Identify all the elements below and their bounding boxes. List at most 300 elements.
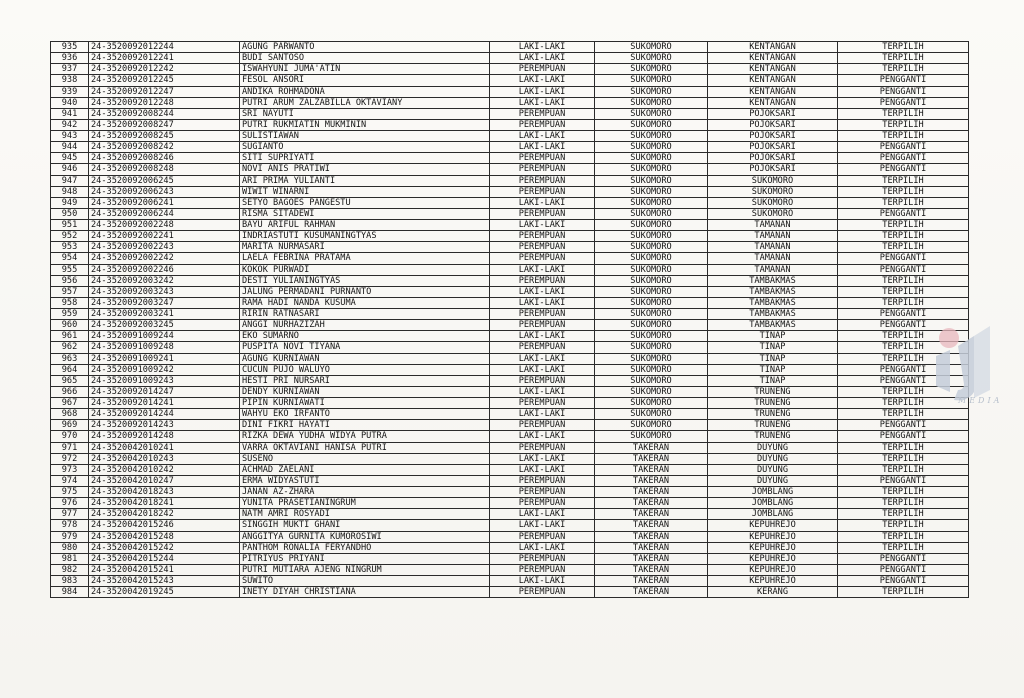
gender: PEREMPUAN [490, 186, 595, 197]
gender: LAKI-LAKI [490, 264, 595, 275]
district: SUKOMORO [595, 286, 708, 297]
candidate-name: DINI FIKRI HAYATI [240, 420, 490, 431]
village: DUYUNG [708, 475, 838, 486]
district: SUKOMORO [595, 186, 708, 197]
district: SUKOMORO [595, 86, 708, 97]
status: TERPILIH [838, 108, 969, 119]
registration-id: 24-3520092006244 [89, 208, 240, 219]
village: POJOKSARI [708, 131, 838, 142]
status: PENGGANTI [838, 86, 969, 97]
status: TERPILIH [838, 64, 969, 75]
candidate-name: NATM AMRI ROSYADI [240, 509, 490, 520]
table-row [51, 564, 969, 575]
district: SUKOMORO [595, 275, 708, 286]
district: SUKOMORO [595, 53, 708, 64]
district: SUKOMORO [595, 253, 708, 264]
district: SUKOMORO [595, 119, 708, 130]
village: TRUNENG [708, 431, 838, 442]
status: TERPILIH [838, 353, 969, 364]
gender: LAKI-LAKI [490, 576, 595, 587]
district: SUKOMORO [595, 353, 708, 364]
candidate-name: BUDI SANTOSO [240, 53, 490, 64]
registration-id: 24-3520092012248 [89, 97, 240, 108]
village: SUKOMORO [708, 186, 838, 197]
village: KERANG [708, 587, 838, 598]
registration-id: 24-3520042018241 [89, 498, 240, 509]
candidate-name: JANAN AZ-ZHARA [240, 487, 490, 498]
status: TERPILIH [838, 409, 969, 420]
row-number: 957 [51, 286, 89, 297]
district: SUKOMORO [595, 342, 708, 353]
village: POJOKSARI [708, 153, 838, 164]
gender: PEREMPUAN [490, 231, 595, 242]
gender: PEREMPUAN [490, 275, 595, 286]
village: POJOKSARI [708, 119, 838, 130]
gender: PEREMPUAN [490, 442, 595, 453]
table-row [51, 197, 969, 208]
village: KEPUHREJO [708, 576, 838, 587]
registration-id: 24-3520092003247 [89, 297, 240, 308]
candidate-name: SRI NAYUTI [240, 108, 490, 119]
row-number: 948 [51, 186, 89, 197]
row-number: 972 [51, 453, 89, 464]
gender: LAKI-LAKI [490, 131, 595, 142]
row-number: 975 [51, 487, 89, 498]
district: TAKERAN [595, 542, 708, 553]
registration-id: 24-3520042015243 [89, 576, 240, 587]
registration-id: 24-3520042018242 [89, 509, 240, 520]
table-row [51, 331, 969, 342]
candidate-name: ARI PRIMA YULIANTI [240, 175, 490, 186]
village: KENTANGAN [708, 64, 838, 75]
gender: LAKI-LAKI [490, 520, 595, 531]
status: TERPILIH [838, 275, 969, 286]
candidate-name: PUTRI ARUM ZALZABILLA OKTAVIANY [240, 97, 490, 108]
registration-id: 24-3520042010241 [89, 442, 240, 453]
status: TERPILIH [838, 542, 969, 553]
registration-id: 24-3520092006241 [89, 197, 240, 208]
district: SUKOMORO [595, 75, 708, 86]
gender: LAKI-LAKI [490, 97, 595, 108]
row-number: 983 [51, 576, 89, 587]
table-row [51, 253, 969, 264]
table-row [51, 542, 969, 553]
district: TAKERAN [595, 475, 708, 486]
candidate-name: RIRIN RATNASARI [240, 309, 490, 320]
status: TERPILIH [838, 197, 969, 208]
status: PENGGANTI [838, 264, 969, 275]
registration-id: 24-3520092008248 [89, 164, 240, 175]
village: TRUNENG [708, 386, 838, 397]
candidate-name: SULISTIAWAN [240, 131, 490, 142]
candidate-name: YUNITA PRASETIANINGRUM [240, 498, 490, 509]
status: TERPILIH [838, 119, 969, 130]
district: SUKOMORO [595, 97, 708, 108]
district: TAKERAN [595, 498, 708, 509]
registration-id: 24-3520092006243 [89, 186, 240, 197]
district: TAKERAN [595, 564, 708, 575]
gender: PEREMPUAN [490, 342, 595, 353]
row-number: 935 [51, 42, 89, 53]
row-number: 960 [51, 320, 89, 331]
gender: PEREMPUAN [490, 320, 595, 331]
candidate-name: WAHYU EKO IRFANTO [240, 409, 490, 420]
district: SUKOMORO [595, 64, 708, 75]
row-number: 965 [51, 375, 89, 386]
gender: PEREMPUAN [490, 164, 595, 175]
registration-id: 24-3520092008244 [89, 108, 240, 119]
candidate-name: ERMA WIDYASTUTI [240, 475, 490, 486]
row-number: 969 [51, 420, 89, 431]
registration-id: 24-3520092003241 [89, 309, 240, 320]
status: TERPILIH [838, 242, 969, 253]
status: TERPILIH [838, 220, 969, 231]
registration-id: 24-3520092008245 [89, 131, 240, 142]
district: SUKOMORO [595, 431, 708, 442]
village: TAMANAN [708, 253, 838, 264]
status: PENGGANTI [838, 164, 969, 175]
district: TAKERAN [595, 531, 708, 542]
candidate-name: PITRIYUS PRIYANI [240, 553, 490, 564]
registration-id: 24-3520092014244 [89, 409, 240, 420]
village: TAMANAN [708, 231, 838, 242]
registration-id: 24-3520042010242 [89, 464, 240, 475]
table-row [51, 153, 969, 164]
district: SUKOMORO [595, 409, 708, 420]
gender: PEREMPUAN [490, 208, 595, 219]
district: SUKOMORO [595, 131, 708, 142]
row-number: 940 [51, 97, 89, 108]
village: TAMBAKMAS [708, 309, 838, 320]
candidate-name: PUSPITA NOVI TIYANA [240, 342, 490, 353]
village: KENTANGAN [708, 86, 838, 97]
district: SUKOMORO [595, 208, 708, 219]
district: SUKOMORO [595, 375, 708, 386]
gender: LAKI-LAKI [490, 353, 595, 364]
village: TAMBAKMAS [708, 286, 838, 297]
registration-id: 24-3520042015248 [89, 531, 240, 542]
status: PENGGANTI [838, 475, 969, 486]
candidate-name: NOVI ANIS PRATIWI [240, 164, 490, 175]
district: SUKOMORO [595, 175, 708, 186]
candidate-name: BAYU ARIFUL RAHMAN [240, 220, 490, 231]
candidate-name: PIPIN KURNIAWATI [240, 398, 490, 409]
candidate-name: RIZKA DEWA YUDHA WIDYA PUTRA [240, 431, 490, 442]
candidate-name: ANGGI NURHAZIZAH [240, 320, 490, 331]
district: SUKOMORO [595, 108, 708, 119]
row-number: 979 [51, 531, 89, 542]
district: TAKERAN [595, 442, 708, 453]
village: TRUNENG [708, 398, 838, 409]
status: TERPILIH [838, 520, 969, 531]
registration-id: 24-3520092014243 [89, 420, 240, 431]
district: SUKOMORO [595, 220, 708, 231]
gender: LAKI-LAKI [490, 542, 595, 553]
gender: LAKI-LAKI [490, 297, 595, 308]
village: TINAP [708, 364, 838, 375]
gender: PEREMPUAN [490, 587, 595, 598]
village: KEPUHREJO [708, 553, 838, 564]
status: PENGGANTI [838, 253, 969, 264]
registration-id: 24-3520042018243 [89, 487, 240, 498]
candidate-name: ISWAHYUNI JUMA'ATIN [240, 64, 490, 75]
village: DUYUNG [708, 453, 838, 464]
gender: LAKI-LAKI [490, 75, 595, 86]
gender: PEREMPUAN [490, 108, 595, 119]
village: TAMBAKMAS [708, 297, 838, 308]
table-row [51, 275, 969, 286]
village: TINAP [708, 375, 838, 386]
registration-id: 24-3520042015246 [89, 520, 240, 531]
registration-id: 24-3520092003243 [89, 286, 240, 297]
table-row [51, 320, 969, 331]
village: TINAP [708, 331, 838, 342]
candidate-name: WIWIT WINARNI [240, 186, 490, 197]
gender: PEREMPUAN [490, 153, 595, 164]
row-number: 977 [51, 509, 89, 520]
table-row [51, 97, 969, 108]
candidate-name: CUCUN PUJO WALUYO [240, 364, 490, 375]
candidate-name: SUSENO [240, 453, 490, 464]
row-number: 961 [51, 331, 89, 342]
table-row [51, 42, 969, 53]
village: TAMANAN [708, 264, 838, 275]
row-number: 981 [51, 553, 89, 564]
registration-id: 24-3520092006245 [89, 175, 240, 186]
village: TAMBAKMAS [708, 320, 838, 331]
gender: PEREMPUAN [490, 253, 595, 264]
status: TERPILIH [838, 42, 969, 53]
registration-id: 24-3520092002248 [89, 220, 240, 231]
gender: PEREMPUAN [490, 175, 595, 186]
village: SUKOMORO [708, 197, 838, 208]
candidate-name: SITI SUPRIYATI [240, 153, 490, 164]
candidate-name: ANDIKA ROHMADONA [240, 86, 490, 97]
status: PENGGANTI [838, 309, 969, 320]
row-number: 944 [51, 142, 89, 153]
status: PENGGANTI [838, 97, 969, 108]
gender: LAKI-LAKI [490, 409, 595, 420]
table-row [51, 498, 969, 509]
table-row [51, 386, 969, 397]
row-number: 963 [51, 353, 89, 364]
village: KENTANGAN [708, 53, 838, 64]
registration-id: 24-3520092012245 [89, 75, 240, 86]
table-row [51, 208, 969, 219]
table-row [51, 364, 969, 375]
district: SUKOMORO [595, 331, 708, 342]
table-row [51, 220, 969, 231]
status: TERPILIH [838, 342, 969, 353]
village: POJOKSARI [708, 108, 838, 119]
gender: LAKI-LAKI [490, 197, 595, 208]
registration-id: 24-3520092002241 [89, 231, 240, 242]
row-number: 967 [51, 398, 89, 409]
village: JOMBLANG [708, 509, 838, 520]
gender: LAKI-LAKI [490, 220, 595, 231]
row-number: 953 [51, 242, 89, 253]
candidate-name: DESTI YULIANINGTYAS [240, 275, 490, 286]
gender: PEREMPUAN [490, 531, 595, 542]
status: TERPILIH [838, 297, 969, 308]
district: SUKOMORO [595, 398, 708, 409]
district: TAKERAN [595, 509, 708, 520]
registration-id: 24-3520092003242 [89, 275, 240, 286]
status: PENGGANTI [838, 576, 969, 587]
village: SUKOMORO [708, 175, 838, 186]
village: POJOKSARI [708, 164, 838, 175]
village: TAMANAN [708, 220, 838, 231]
table-row [51, 242, 969, 253]
row-number: 941 [51, 108, 89, 119]
village: JOMBLANG [708, 487, 838, 498]
row-number: 973 [51, 464, 89, 475]
table-row [51, 353, 969, 364]
table-row [51, 420, 969, 431]
gender: LAKI-LAKI [490, 464, 595, 475]
gender: LAKI-LAKI [490, 142, 595, 153]
table-row [51, 531, 969, 542]
gender: PEREMPUAN [490, 475, 595, 486]
row-number: 950 [51, 208, 89, 219]
row-number: 945 [51, 153, 89, 164]
status: TERPILIH [838, 175, 969, 186]
candidate-name: INETY DIYAH CHRISTIANA [240, 587, 490, 598]
table-row [51, 520, 969, 531]
gender: LAKI-LAKI [490, 42, 595, 53]
table-row [51, 175, 969, 186]
row-number: 942 [51, 119, 89, 130]
status: TERPILIH [838, 498, 969, 509]
row-number: 943 [51, 131, 89, 142]
status: PENGGANTI [838, 142, 969, 153]
gender: LAKI-LAKI [490, 386, 595, 397]
district: SUKOMORO [595, 320, 708, 331]
gender: LAKI-LAKI [490, 364, 595, 375]
village: TRUNENG [708, 420, 838, 431]
table-row [51, 409, 969, 420]
row-number: 984 [51, 587, 89, 598]
candidate-name: PUTRI MUTIARA AJENG NINGRUM [240, 564, 490, 575]
district: TAKERAN [595, 576, 708, 587]
registration-id: 24-3520042015241 [89, 564, 240, 575]
registration-id: 24-3520092008247 [89, 119, 240, 130]
table-row [51, 286, 969, 297]
registration-id: 24-3520092012242 [89, 64, 240, 75]
status: PENGGANTI [838, 553, 969, 564]
row-number: 978 [51, 520, 89, 531]
table-row [51, 464, 969, 475]
status: TERPILIH [838, 331, 969, 342]
registration-id: 24-3520092002246 [89, 264, 240, 275]
status: TERPILIH [838, 398, 969, 409]
district: SUKOMORO [595, 197, 708, 208]
row-number: 971 [51, 442, 89, 453]
gender: PEREMPUAN [490, 564, 595, 575]
district: TAKERAN [595, 487, 708, 498]
registration-id: 24-3520091009241 [89, 353, 240, 364]
row-number: 952 [51, 231, 89, 242]
gender: PEREMPUAN [490, 309, 595, 320]
registration-id: 24-3520092012241 [89, 53, 240, 64]
district: SUKOMORO [595, 364, 708, 375]
district: SUKOMORO [595, 264, 708, 275]
gender: PEREMPUAN [490, 420, 595, 431]
district: TAKERAN [595, 587, 708, 598]
village: TINAP [708, 353, 838, 364]
gender: PEREMPUAN [490, 119, 595, 130]
row-number: 951 [51, 220, 89, 231]
registration-id: 24-3520092014247 [89, 386, 240, 397]
table-row [51, 53, 969, 64]
row-number: 955 [51, 264, 89, 275]
candidate-name: RISMA SITADEWI [240, 208, 490, 219]
table-row [51, 431, 969, 442]
row-number: 958 [51, 297, 89, 308]
registration-id: 24-3520091009248 [89, 342, 240, 353]
table-row [51, 553, 969, 564]
row-number: 954 [51, 253, 89, 264]
table-row [51, 342, 969, 353]
status: TERPILIH [838, 231, 969, 242]
table-row [51, 131, 969, 142]
registration-id: 24-3520092002243 [89, 242, 240, 253]
gender: LAKI-LAKI [490, 453, 595, 464]
row-number: 939 [51, 86, 89, 97]
registration-id: 24-3520091009243 [89, 375, 240, 386]
status: PENGGANTI [838, 208, 969, 219]
row-number: 980 [51, 542, 89, 553]
village: KENTANGAN [708, 42, 838, 53]
candidate-name: VARRA OKTAVIANI HANISA PUTRI [240, 442, 490, 453]
table-row [51, 576, 969, 587]
candidate-name: ANGGITYA GURNITA KUMOROSIWI [240, 531, 490, 542]
row-number: 938 [51, 75, 89, 86]
candidate-name: AGUNG KURNIAWAN [240, 353, 490, 364]
status: TERPILIH [838, 386, 969, 397]
district: SUKOMORO [595, 42, 708, 53]
status: PENGGANTI [838, 564, 969, 575]
gender: PEREMPUAN [490, 398, 595, 409]
row-number: 956 [51, 275, 89, 286]
status: TERPILIH [838, 509, 969, 520]
watermark-media-text: MEDIA [958, 396, 1003, 405]
district: SUKOMORO [595, 420, 708, 431]
registration-id: 24-3520042015242 [89, 542, 240, 553]
candidate-name: KOKOK PURWADI [240, 264, 490, 275]
registration-id: 24-3520042010243 [89, 453, 240, 464]
gender: PEREMPUAN [490, 64, 595, 75]
candidate-name: JALUNG PERMADANI PURNANTO [240, 286, 490, 297]
table-row [51, 442, 969, 453]
status: PENGGANTI [838, 320, 969, 331]
status: PENGGANTI [838, 431, 969, 442]
registration-id: 24-3520092002242 [89, 253, 240, 264]
registration-id: 24-3520092012244 [89, 42, 240, 53]
row-number: 959 [51, 309, 89, 320]
gender: PEREMPUAN [490, 498, 595, 509]
registration-id: 24-3520092014248 [89, 431, 240, 442]
status: TERPILIH [838, 286, 969, 297]
village: KENTANGAN [708, 97, 838, 108]
gender: LAKI-LAKI [490, 286, 595, 297]
candidate-name: FESOL ANSORI [240, 75, 490, 86]
table-row [51, 119, 969, 130]
table-row [51, 587, 969, 598]
table-row [51, 164, 969, 175]
district: SUKOMORO [595, 153, 708, 164]
village: DUYUNG [708, 442, 838, 453]
